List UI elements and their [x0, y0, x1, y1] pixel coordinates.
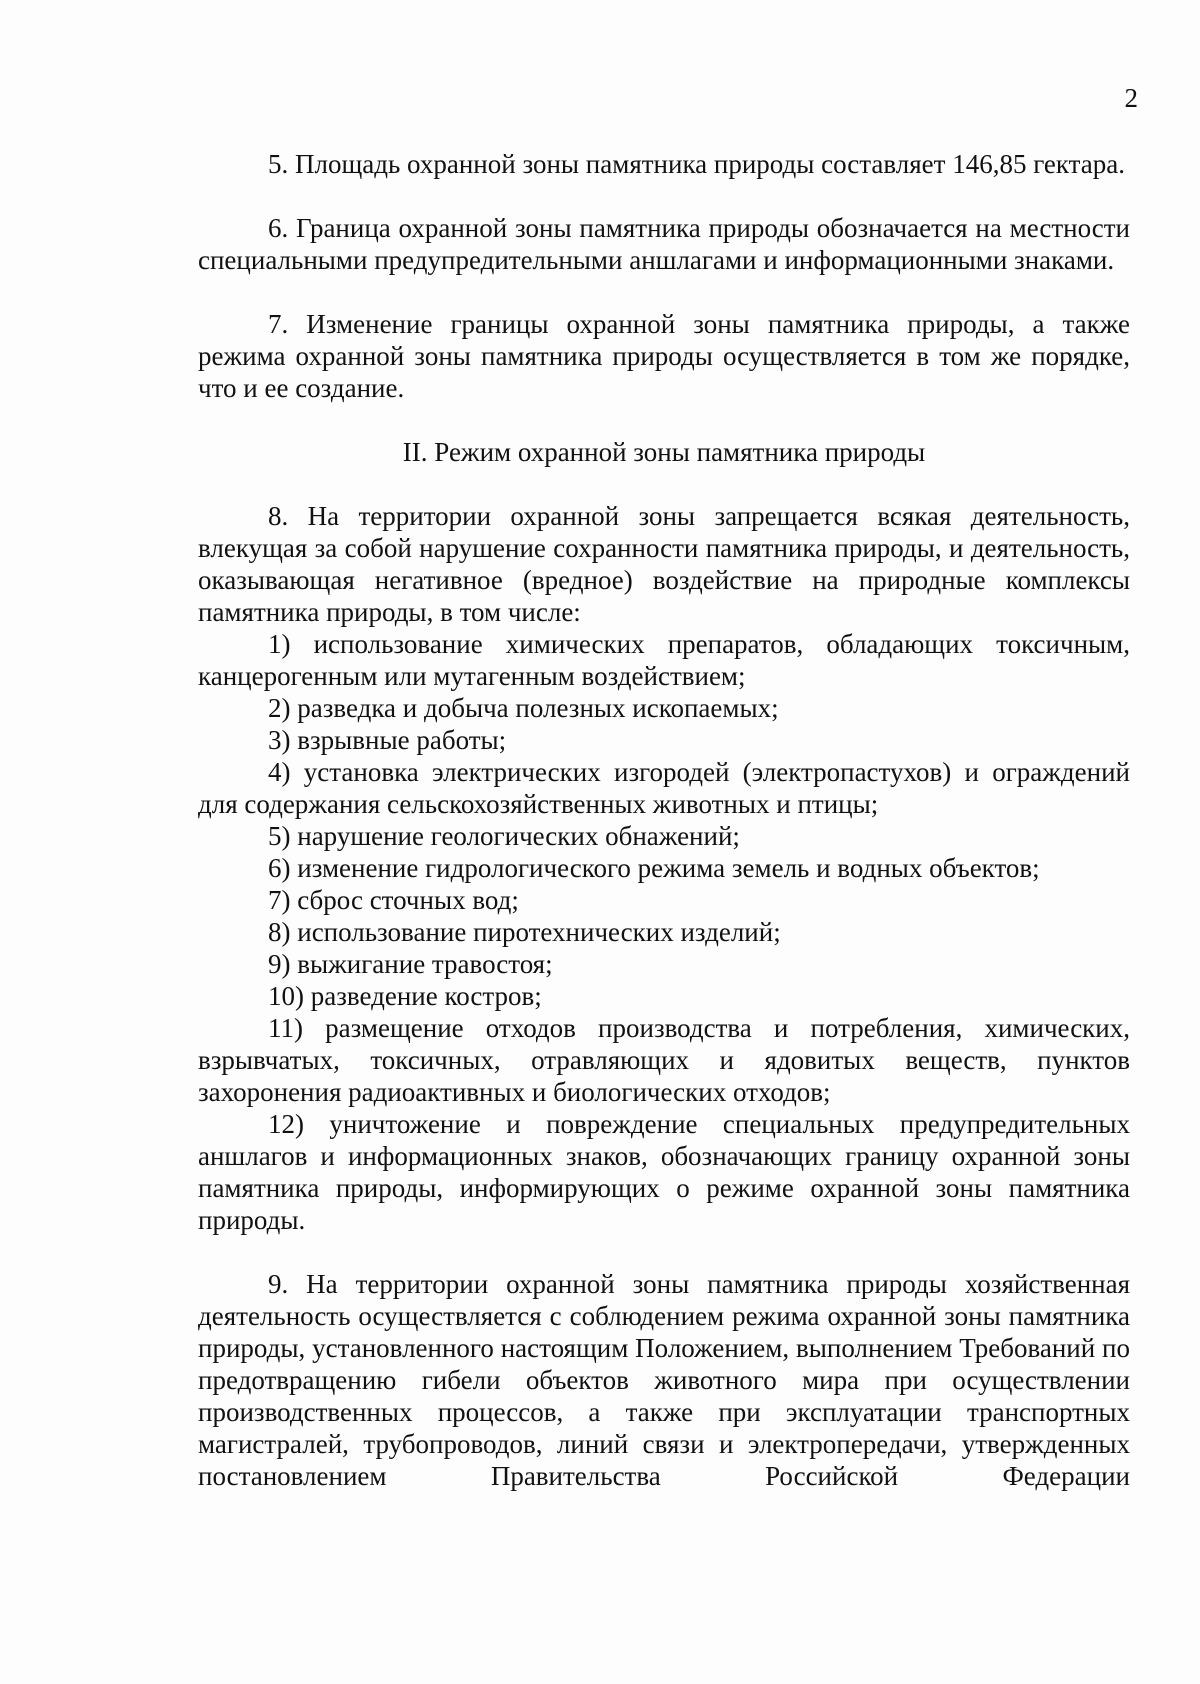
list-item-4: 4) установка электрических изгородей (электропастухов) и ограждений для содержания сельскохозяйственных животных и птицы;: [198, 757, 1130, 819]
list-item-6: 6) изменение гидрологического режима земель и водных объектов;: [268, 853, 1040, 883]
document-body: [198, 148, 1130, 1492]
paragraph-5: 5. Площадь охранной зоны памятника природы составляет 146,85 гектара.: [268, 149, 1126, 179]
list-item-10: 10) разведение костров;: [268, 981, 542, 1011]
spacer: [198, 180, 1130, 212]
list-item-5: 5) нарушение геологических обнажений;: [268, 821, 740, 851]
paragraph-9: 9. На территории охранной зоны памятника природы хозяйственная деятельность осуществляется с соблюдением режима охранной зоны памятника природы, установленного настоящим Положением, выполнением Требований по предотвращению гибели объектов животного мира при осуществлении производственных процессов, а также при эксплуатации транспортных магистралей, трубопроводов, линий связи и электропередачи, утвержденных постановлением Правительства Российской Федерации: [198, 1269, 1130, 1491]
spacer: [198, 1236, 1130, 1268]
paragraph-8-intro: 8. На территории охранной зоны запрещается всякая деятельность, влекущая за собой нарушение сохранности памятника природы, и деятельность, оказывающая негативное (вредное) воздействие на природные комплексы памятника природы, в том числе:: [198, 501, 1130, 627]
paragraph-7: 7. Изменение границы охранной зоны памятника природы, а также режима охранной зоны памятника природы осуществляется в том же порядке, что и ее создание.: [198, 309, 1130, 403]
list-item-8: 8) использование пиротехнических изделий;: [268, 917, 781, 947]
list-item-2: 2) разведка и добыча полезных ископаемых;: [268, 693, 779, 723]
list-item-1: 1) использование химических препаратов, обладающих токсичным, канцерогенным или мутагенным воздействием;: [198, 629, 1130, 691]
list-item-11: 11) размещение отходов производства и потребления, химических, взрывчатых, токсичных, отравляющих и ядовитых веществ, пунктов захоронения радиоактивных и биологических отходов;: [198, 1013, 1130, 1107]
spacer: [198, 404, 1130, 436]
page-number: 2: [1124, 83, 1138, 113]
spacer: [198, 468, 1130, 500]
section-heading: II. Режим охранной зоны памятника природы: [402, 437, 926, 467]
paragraph-6: 6. Граница охранной зоны памятника природы обозначается на местности специальными предупредительными аншлагами и информационными знаками.: [198, 213, 1130, 275]
spacer: [198, 276, 1130, 308]
list-item-3: 3) взрывные работы;: [268, 725, 507, 755]
list-item-9: 9) выжигание травостоя;: [268, 949, 553, 979]
list-item-12: 12) уничтожение и повреждение специальных предупредительных аншлагов и информационных знаков, обозначающих границу охранной зоны памятника природы, информирующих о режиме охранной зоны памятника природы.: [198, 1109, 1130, 1235]
list-item-7: 7) сброс сточных вод;: [268, 885, 519, 915]
